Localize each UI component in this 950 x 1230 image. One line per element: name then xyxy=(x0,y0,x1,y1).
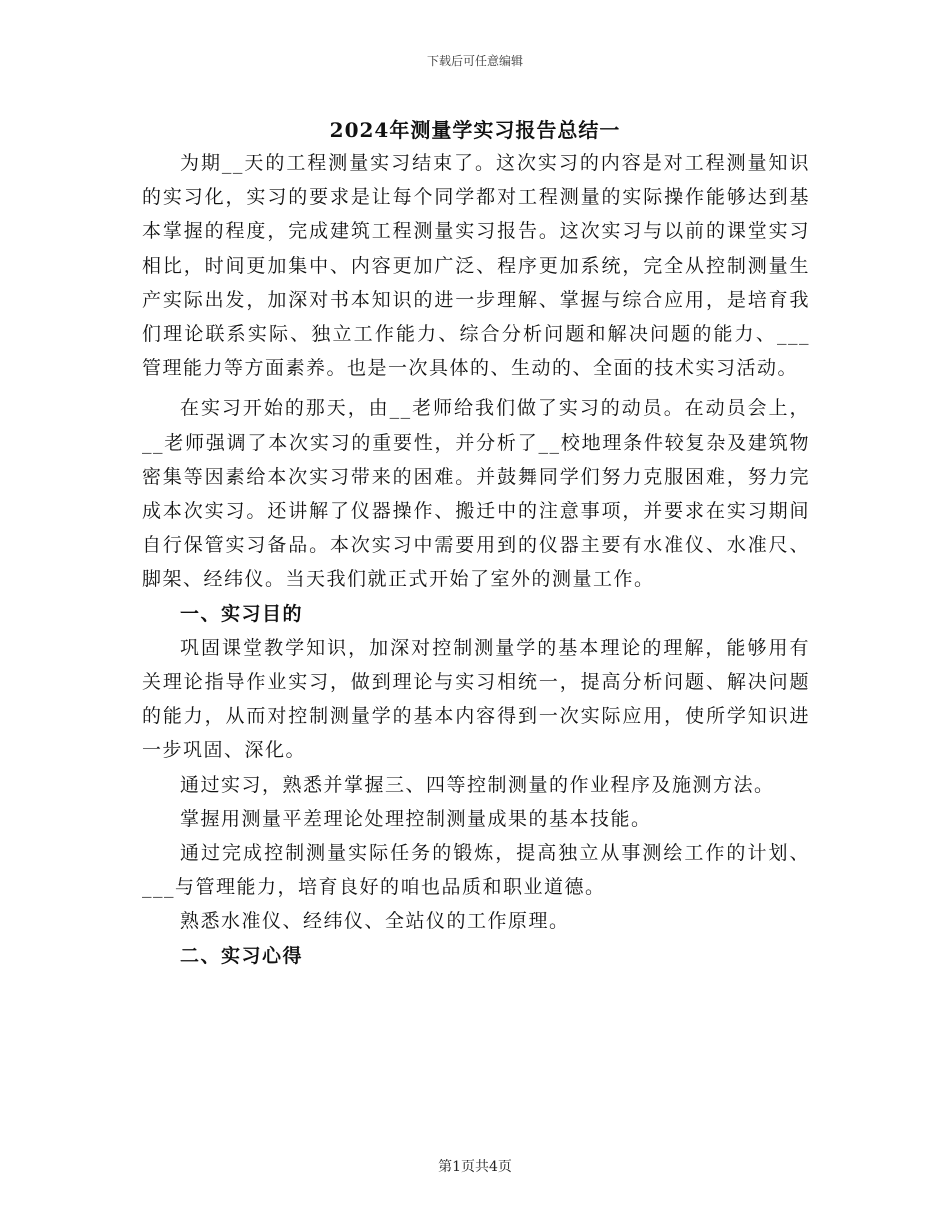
section-heading-experience: 二、实习心得 xyxy=(180,944,304,967)
purpose-item: 掌握用测量平差理论处理控制测量成果的基本技能。 xyxy=(180,807,652,830)
page-number: 第1页共4页 xyxy=(438,1159,512,1175)
document-body xyxy=(142,146,810,973)
section-heading-purpose: 一、实习目的 xyxy=(180,602,304,625)
paragraph-mobilization: 在实习开始的那天，由__老师给我们做了实习的动员。在动员会上，__老师强调了本次实习的重要性，并分析了__校地理条件较复杂及建筑物密集等因素给本次实习带来的困难。并鼓舞同学们努力克服困难，努力完成本次实习。还讲解了仪器操作、搬迁中的注意事项，并要求在实习期间自行保管实习备品。本次实习中需要用到的仪器主要有水准仪、水准尺、脚架、经纬仪。当天我们就正式开始了室外的测量工作。 xyxy=(142,397,810,591)
purpose-item: 巩固课堂教学知识，加深对控制测量学的基本理论的理解，能够用有关理论指导作业实习，做到理论与实习相统一，提高分析问题、解决问题的能力，从而对控制测量学的基本内容得到一次实际应用，使所学知识进一步巩固、深化。 xyxy=(142,636,810,762)
purpose-item: 通过完成控制测量实际任务的锻炼，提高独立从事测绘工作的计划、___与管理能力，培育良好的咱也品质和职业道德。 xyxy=(142,842,810,899)
paragraph-intro: 为期__天的工程测量实习结束了。这次实习的内容是对工程测量知识的实习化，实习的要求是让每个同学都对工程测量的实际操作能够达到基本掌握的程度，完成建筑工程测量实习报告。这次实习与以前的课堂实习相比，时间更加集中、内容更加广泛、程序更加系统，完全从控制测量生产实际出发，加深对书本知识的进一步理解、掌握与综合应用，是培育我们理论联系实际、独立工作能力、综合分析问题和解决问题的能力、___管理能力等方面素养。也是一次具体的、生动的、全面的技术实习活动。 xyxy=(142,152,810,380)
document-title: 2024年测量学实习报告总结一 xyxy=(329,118,621,142)
purpose-item: 通过实习，熟悉并掌握三、四等控制测量的作业程序及施测方法。 xyxy=(180,773,775,796)
header-note: 下载后可任意编辑 xyxy=(426,54,523,68)
purpose-item: 熟悉水准仪、经纬仪、全站仪的工作原理。 xyxy=(180,910,570,933)
